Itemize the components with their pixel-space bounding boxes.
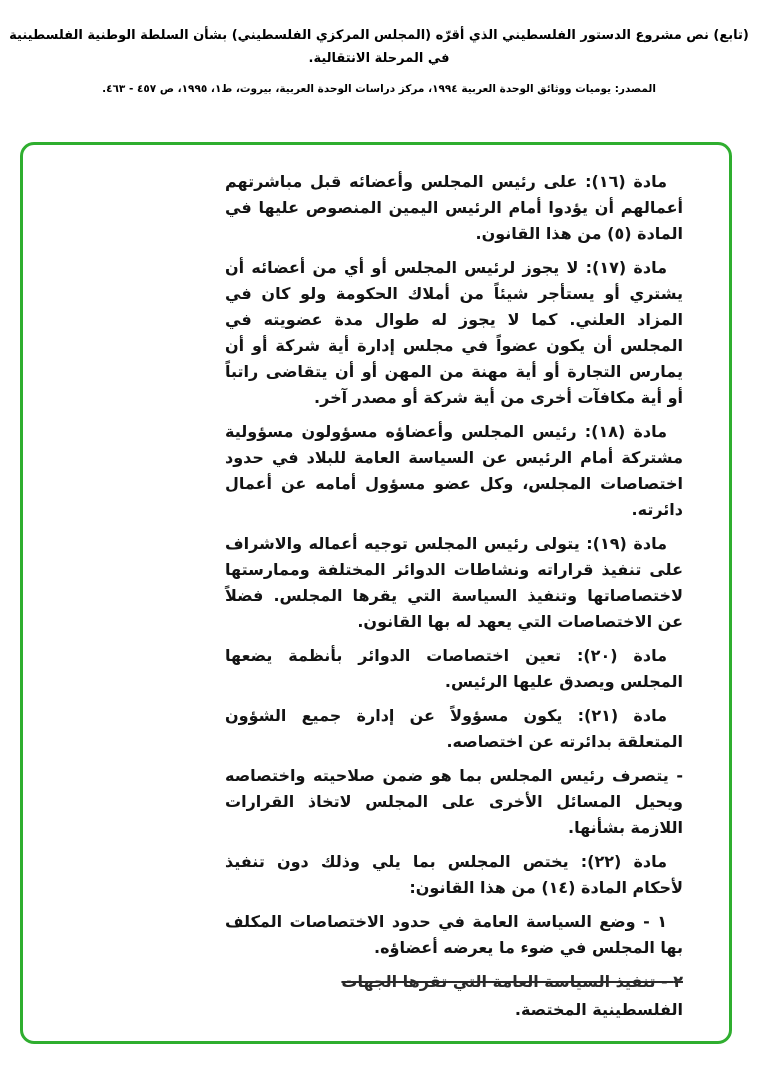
article-16-paragraph: مادة (١٦): على رئيس المجلس وأعضائه قبل مباشرتهم أعمالهم أن يؤدوا أمام الرئيس اليمين المنصوص عليها في المادة (٥) من هذا القانون. [225,172,683,243]
source-citation: المصدر: يوميات ووثائق الوحدة العربية ١٩٩٤، مركز دراسات الوحدة العربية، بيروت، ط١، ١٩٩٥، ص ٤٥٧ - ٤٦٣. [102,83,656,95]
article-22-paragraph: مادة (٢٢): يختص المجلس بما يلي وذلك دون تنفيذ لأحكام المادة (١٤) من هذا القانون: [225,852,683,897]
article-18-paragraph: مادة (١٨): رئيس المجلس وأعضاؤه مسؤولون مسؤولية مشتركة أمام الرئيس عن السياسة العامة للبلاد في حدود اختصاصات المجلس، وكل عضو مسؤول أمامه عن أعمال دائرته. [225,422,683,519]
item-2-struck-line: ٢ - تنفيذ السياسة العامة التي تقرها الجهات [341,972,683,991]
item-1-paragraph: ١ - وضع السياسة العامة في حدود الاختصاصات المكلف بها المجلس في ضوء ما يعرضه أعضاؤه. [225,912,683,957]
green-border-frame [20,142,732,1044]
body-text-column [225,169,683,1023]
final-line: الفلسطينية المختصة. [514,1000,683,1019]
article-20-paragraph: مادة (٢٠): تعين اختصاصات الدوائر بأنظمة يضعها المجلس ويصدق عليها الرئيس. [225,646,683,691]
document-title-line-1: (تابع) نص مشروع الدستور الفلسطيني الذي أقرّه (المجلس المركزي الفلسطيني) بشأن السلطة الوطنية الفلسطينية [9,28,749,43]
dash-paragraph: - يتصرف رئيس المجلس بما هو ضمن صلاحيته واختصاصه ويحيل المسائل الأخرى على المجلس لاتخاذ القرارات اللازمة بشأنها. [225,766,683,837]
document-header [0,0,758,97]
document-title-line-2: في المرحلة الانتقالية. [308,51,450,66]
article-19-paragraph: مادة (١٩): يتولى رئيس المجلس توجيه أعماله والاشراف على تنفيذ قراراته ونشاطات الدوائر المختلفة وممارستها لاختصاصاتها وتنفيذ السياسة التي يقرها المجلس. فضلاً عن الاختصاصات التي يعهد له بها القانون. [225,534,683,631]
article-21-paragraph: مادة (٢١): يكون مسؤولاً عن إدارة جميع الشؤون المتعلقة بدائرته عن اختصاصه. [225,706,683,751]
article-17-paragraph: مادة (١٧): لا يجوز لرئيس المجلس أو أي من أعضائه أن يشتري أو يستأجر شيئاً من أملاك الحكومة ولو كان في المزاد العلني. كما لا يجوز له طوال مدة عضويته في المجلس أن يكون عضواً في مجلس إدارة أية شركة أو أن يمارس التجارة أو أية مهنة من المهن أو أن يتقاضى راتباً أو أية مكافآت أخرى من أية شركة أو مصدر آخر. [225,258,683,407]
